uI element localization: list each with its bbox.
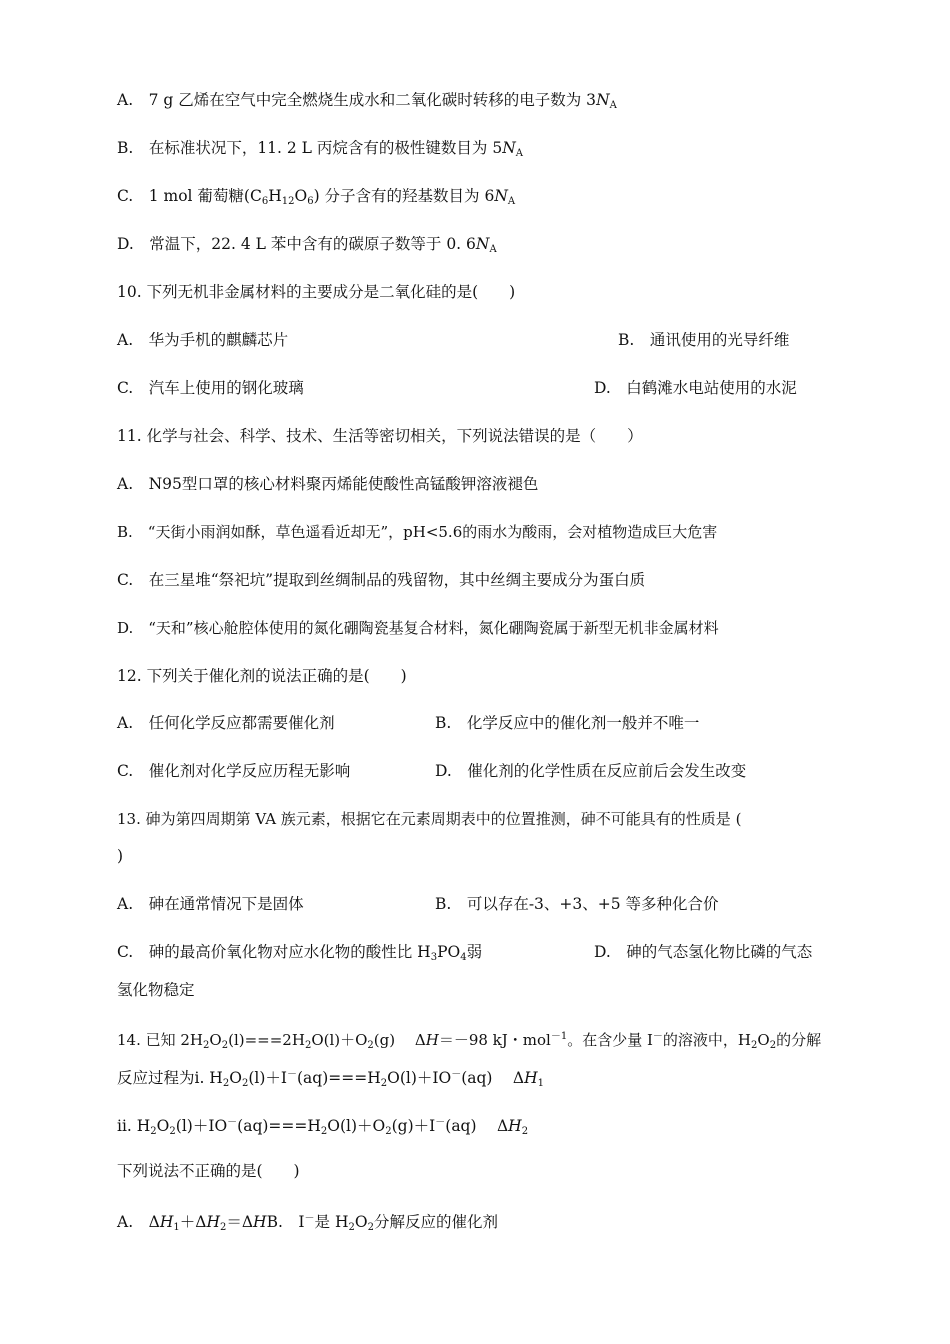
q11-stem: 11. 化学与社会、科学、技术、生活等密切相关，下列说法错误的是（ ） <box>117 427 643 445</box>
q11-option-c: C. 在三星堆“祭祀坑”提取到丝绸制品的残留物，其中丝绸主要成分为蛋白质 <box>117 571 646 589</box>
q13-option-b: B. 可以存在-3、+3、+5 等多种化合价 <box>435 895 719 913</box>
q9-option-d: D. 常温下，22. 4 L 苯中含有的碳原子数等于 0. $6N_A$ <box>117 235 497 255</box>
q14-stem-line2: 反应过程为ⅰ. $H_2O_2(l)+I^-(aq)===H_2O(l)+IO^-(aq)$ $\Delta H_1$ <box>117 1069 545 1089</box>
q12-option-d: D. 催化剂的化学性质在反应前后会发生改变 <box>435 762 747 780</box>
q10-stem: 10. 下列无机非金属材料的主要成分是二氧化硅的是( ) <box>117 283 516 301</box>
q11-option-a: A. N95型口罩的核心材料聚丙烯能使酸性高锰酸钾溶液褪色 <box>117 475 539 493</box>
q13-stem-close: ) <box>117 847 124 865</box>
q10-option-a: A. 华为手机的麒麟芯片 <box>117 331 289 349</box>
q14-prompt: 下列说法不正确的是( ) <box>117 1162 300 1180</box>
q14-stem-line3: ⅱ. $H_2O_2(l)+IO^-(aq)===H_2O(l)+O_2(g)+I^-(aq)$ $\Delta H_2$ <box>117 1117 529 1137</box>
q12-option-a: A. 任何化学反应都需要催化剂 <box>117 714 335 732</box>
q10-option-c: C. 汽车上使用的钢化玻璃 <box>117 379 304 397</box>
q9-option-c: C. 1 mol 葡萄糖$(C_6H_{12}O_6)$ 分子含有的羟基数目为 $6N_A$ <box>117 187 516 207</box>
q13-stem: 13. 砷为第四周期第 VA 族元素，根据它在元素周期表中的位置推测，砷不可能具有的性质是 ( <box>117 810 742 828</box>
q9-option-b: B. 在标准状况下，11. 2 L 丙烷含有的极性键数目为 $5N_A$ <box>117 139 523 159</box>
q11-option-b: B. “天街小雨润如酥，草色遥看近却无”，pH<5.6的雨水为酸雨，会对植物造成巨大危害 <box>117 523 718 541</box>
q14-options-ab: A. $\Delta H_1+\Delta H_2=\Delta HB$. I－是 $H_2O_2$分解反应的催化剂 <box>117 1213 498 1233</box>
q10-option-d: D. 白鹤滩水电站使用的水泥 <box>594 379 797 397</box>
q10-option-b: B. 通讯使用的光导纤维 <box>618 331 790 349</box>
q13-option-d: D. 砷的气态氢化物比磷的气态 <box>594 943 813 961</box>
q12-stem: 12. 下列关于催化剂的说法正确的是( ) <box>117 667 407 685</box>
q11-option-d: D. “天和”核心舱腔体使用的氮化硼陶瓷基复合材料，氮化硼陶瓷属于新型无机非金属材料 <box>117 619 719 637</box>
q9-option-a: A. 7 g 乙烯在空气中完全燃烧生成水和二氧化碳时转移的电子数为 $3N_A$ <box>117 91 617 111</box>
q12-option-c: C. 催化剂对化学反应历程无影响 <box>117 762 351 780</box>
q13-option-d-cont: 氢化物稳定 <box>117 981 195 999</box>
q13-option-a: A. 砷在通常情况下是固体 <box>117 895 304 913</box>
q12-option-b: B. 化学反应中的催化剂一般并不唯一 <box>435 714 700 732</box>
q13-option-c: C. 砷的最高价氧化物对应水化物的酸性比 $H_3PO_4$弱 <box>117 943 483 963</box>
q14-stem-line1: 14. 已知 $2H_2O_2(l)===2H_2O(l)+O_2(g)$ ΔH＝－98 kJ・mol$^{-1}$。在含少量 I－的溶液中，$H_2O_2$的分解 <box>117 1031 822 1051</box>
